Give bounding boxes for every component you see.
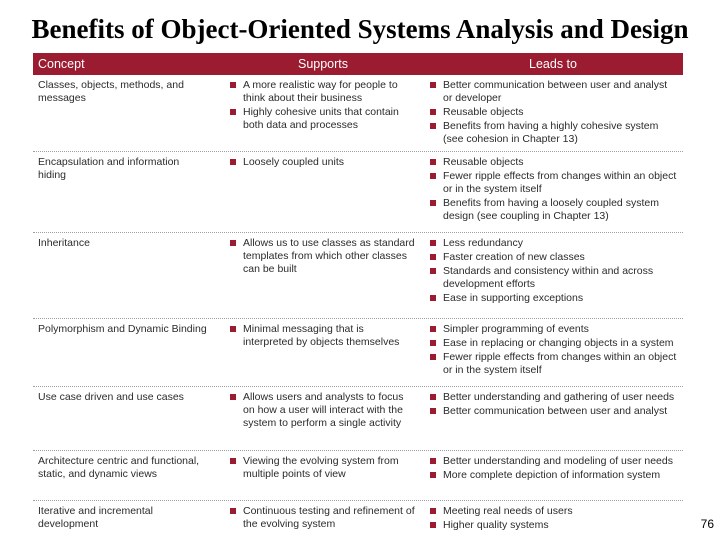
list-item: Highly cohesive units that contain both data and processes [230,106,415,132]
slide-title: Benefits of Object-Oriented Systems Analysis and Design [31,14,689,44]
square-bullet-icon [230,394,236,400]
square-bullet-icon [430,200,436,206]
supports-cell [223,75,423,151]
square-bullet-icon [230,326,236,332]
list-item: Better communication between user and analyst or developer [430,79,679,105]
list-item: More complete depiction of information system [430,469,679,482]
list-item: Meeting real needs of users [430,505,679,518]
square-bullet-icon [430,82,436,88]
concept-cell: Iterative and incremental development [38,505,153,530]
concept-cell: Use case driven and use cases [38,391,184,403]
list-item: Better understanding and gathering of user needs [430,391,679,404]
column-header-supports: Supports [297,57,349,71]
square-bullet-icon [430,268,436,274]
supports-cell [223,233,423,318]
square-bullet-icon [230,159,236,165]
table-row [33,501,683,539]
list-item: Reusable objects [430,106,679,119]
concept-cell: Inheritance [38,237,90,249]
square-bullet-icon [430,354,436,360]
square-bullet-icon [430,458,436,464]
table-row [33,451,683,501]
table-header [33,53,683,75]
leads-to-cell [423,319,683,386]
list-item: Less redundancy [430,237,679,250]
concept-cell: Architecture centric and functional, static, and dynamic views [38,455,200,480]
list-item: Reusable objects [430,156,679,169]
supports-cell [223,451,423,500]
list-item: Loosely coupled units [230,156,415,169]
list-item: Allows users and analysts to focus on how a user will interact with the system to perform a single activity [230,391,415,430]
leads-to-cell [423,152,683,232]
list-item: Fewer ripple effects from changes within an object or in the system itself [430,170,679,196]
list-item: Continuous testing and refinement of the evolving system [230,505,415,531]
square-bullet-icon [430,173,436,179]
table-row [33,233,683,319]
leads-to-cell [423,233,683,318]
square-bullet-icon [430,394,436,400]
list-item: Benefits from having a highly cohesive system (see cohesion in Chapter 13) [430,120,679,146]
square-bullet-icon [430,522,436,528]
leads-to-cell [423,501,683,539]
square-bullet-icon [230,82,236,88]
page-number: 76 [700,517,714,531]
square-bullet-icon [430,295,436,301]
list-item: Minimal messaging that is interpreted by objects themselves [230,323,415,349]
square-bullet-icon [430,408,436,414]
list-item: Ease in supporting exceptions [430,292,679,305]
list-item: Better communication between user and analyst [430,405,679,418]
column-header-leads-to: Leads to [529,57,577,71]
list-item: Viewing the evolving system from multiple points of view [230,455,415,481]
square-bullet-icon [430,159,436,165]
list-item: Faster creation of new classes [430,251,679,264]
leads-to-cell [423,451,683,500]
table-row [33,387,683,451]
table-row [33,152,683,233]
leads-to-cell [423,387,683,450]
benefits-table [33,53,683,539]
square-bullet-icon [230,458,236,464]
list-item: Higher quality systems [430,519,679,532]
column-header-concept: Concept [38,57,85,71]
square-bullet-icon [430,240,436,246]
concept-cell: Polymorphism and Dynamic Binding [38,323,207,335]
list-item: Ease in replacing or changing objects in a system [430,337,679,350]
square-bullet-icon [430,109,436,115]
supports-cell [223,319,423,386]
list-item: Allows us to use classes as standard templates from which other classes can be built [230,237,415,276]
square-bullet-icon [430,326,436,332]
square-bullet-icon [230,109,236,115]
supports-cell [223,387,423,450]
concept-cell: Classes, objects, methods, and messages [38,79,184,104]
supports-cell [223,152,423,232]
list-item: Standards and consistency within and across development efforts [430,265,679,291]
square-bullet-icon [230,508,236,514]
square-bullet-icon [230,240,236,246]
list-item: Better understanding and modeling of user needs [430,455,679,468]
table-row [33,75,683,152]
leads-to-cell [423,75,683,151]
list-item: A more realistic way for people to think about their business [230,79,415,105]
square-bullet-icon [430,472,436,478]
list-item: Fewer ripple effects from changes within an object or in the system itself [430,351,679,377]
list-item: Benefits from having a loosely coupled system design (see coupling in Chapter 13) [430,197,679,223]
square-bullet-icon [430,254,436,260]
square-bullet-icon [430,123,436,129]
square-bullet-icon [430,340,436,346]
table-row [33,319,683,387]
supports-cell [223,501,423,539]
square-bullet-icon [430,508,436,514]
list-item: Simpler programming of events [430,323,679,336]
concept-cell: Encapsulation and information hiding [38,156,180,181]
